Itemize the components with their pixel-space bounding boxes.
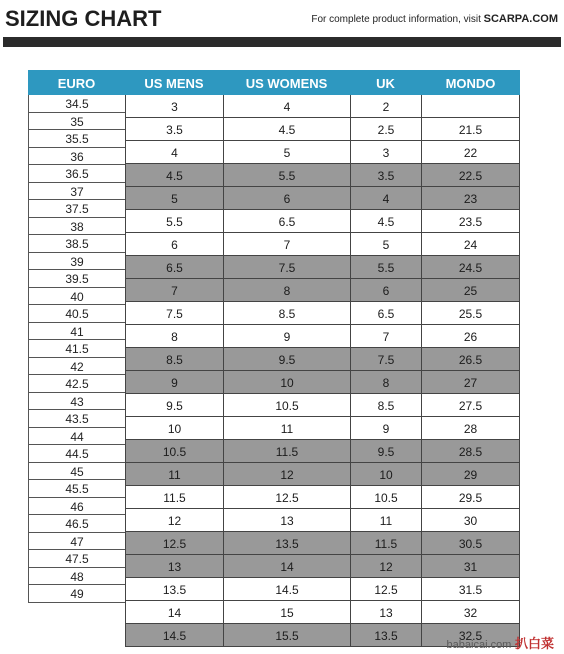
euro-cell: 47 — [28, 533, 125, 551]
euro-cell: 47.5 — [28, 550, 125, 568]
table-row — [125, 463, 520, 486]
euro-cell: 49 — [28, 585, 125, 603]
cell-us-womens: 13 — [223, 509, 350, 531]
cell-uk: 3.5 — [350, 164, 421, 186]
cell-us-mens: 5 — [125, 187, 223, 209]
table-row — [125, 279, 520, 302]
cell-mondo: 30.5 — [421, 532, 520, 554]
cell-us-womens: 15 — [223, 601, 350, 623]
euro-cell: 44.5 — [28, 445, 125, 463]
table-header — [28, 70, 520, 95]
euro-cell: 35 — [28, 113, 125, 131]
note-text: For complete product information, visit — [311, 14, 481, 25]
column-header-mondo: MONDO — [445, 76, 496, 91]
cell-mondo — [421, 95, 520, 117]
cell-us-womens: 5 — [223, 141, 350, 163]
cell-mondo: 32.5 — [421, 624, 520, 646]
cell-uk: 7 — [350, 325, 421, 347]
cell-us-mens: 10.5 — [125, 440, 223, 462]
euro-cell: 39.5 — [28, 270, 125, 288]
cell-us-mens: 7.5 — [125, 302, 223, 324]
site-link[interactable]: SCARPA.COM — [483, 13, 558, 25]
cell-uk: 7.5 — [350, 348, 421, 370]
euro-cell: 39 — [28, 253, 125, 271]
cell-uk: 2 — [350, 95, 421, 117]
cell-us-mens: 14 — [125, 601, 223, 623]
table-row — [125, 164, 520, 187]
cell-uk: 5.5 — [350, 256, 421, 278]
table-row — [125, 348, 520, 371]
table-row — [125, 141, 520, 164]
cell-uk: 13.5 — [350, 624, 421, 646]
column-header-us-womens: US WOMENS — [245, 76, 328, 91]
cell-us-mens: 3 — [125, 95, 223, 117]
cell-uk: 12 — [350, 555, 421, 577]
euro-cell: 36 — [28, 148, 125, 166]
cell-uk: 8.5 — [350, 394, 421, 416]
euro-cell: 43.5 — [28, 410, 125, 428]
cell-mondo: 31.5 — [421, 578, 520, 600]
euro-cell: 37 — [28, 183, 125, 201]
euro-cell: 41.5 — [28, 340, 125, 358]
cell-us-womens: 11.5 — [223, 440, 350, 462]
table-row — [125, 417, 520, 440]
cell-us-womens: 7 — [223, 233, 350, 255]
cell-mondo: 24 — [421, 233, 520, 255]
cell-mondo: 27 — [421, 371, 520, 393]
cell-us-mens: 9.5 — [125, 394, 223, 416]
cell-us-womens: 14.5 — [223, 578, 350, 600]
cell-mondo: 23 — [421, 187, 520, 209]
cell-mondo: 29 — [421, 463, 520, 485]
cell-us-womens: 6 — [223, 187, 350, 209]
cell-mondo: 26.5 — [421, 348, 520, 370]
table-row — [125, 509, 520, 532]
cell-us-womens: 12.5 — [223, 486, 350, 508]
cell-uk: 9 — [350, 417, 421, 439]
euro-cell: 37.5 — [28, 200, 125, 218]
table-row — [125, 302, 520, 325]
euro-cell: 44 — [28, 428, 125, 446]
cell-mondo: 22.5 — [421, 164, 520, 186]
table-row — [125, 440, 520, 463]
cell-mondo: 31 — [421, 555, 520, 577]
table-row — [125, 95, 520, 118]
column-header-uk: UK — [376, 76, 395, 91]
cell-uk: 4.5 — [350, 210, 421, 232]
cell-us-womens: 8.5 — [223, 302, 350, 324]
watermark-brand: 扒白菜 — [514, 636, 554, 651]
cell-us-mens: 5.5 — [125, 210, 223, 232]
cell-us-womens: 10.5 — [223, 394, 350, 416]
header-note — [311, 13, 558, 25]
table-row — [125, 601, 520, 624]
euro-cell: 38.5 — [28, 235, 125, 253]
cell-uk: 11.5 — [350, 532, 421, 554]
cell-uk: 12.5 — [350, 578, 421, 600]
cell-uk: 5 — [350, 233, 421, 255]
cell-mondo: 32 — [421, 601, 520, 623]
cell-us-mens: 3.5 — [125, 118, 223, 140]
cell-us-womens: 13.5 — [223, 532, 350, 554]
watermark-site: babaicai.com — [446, 639, 512, 651]
column-header-us-mens: US MENS — [144, 76, 204, 91]
cell-us-mens: 11 — [125, 463, 223, 485]
cell-mondo: 25 — [421, 279, 520, 301]
cell-us-womens: 8 — [223, 279, 350, 301]
cell-us-womens: 4.5 — [223, 118, 350, 140]
euro-cell: 42 — [28, 358, 125, 376]
cell-us-mens: 12 — [125, 509, 223, 531]
cell-mondo: 22 — [421, 141, 520, 163]
euro-cell: 38 — [28, 218, 125, 236]
table-row — [125, 118, 520, 141]
page-title: SIZING CHART — [5, 6, 162, 31]
table-row — [125, 371, 520, 394]
cell-mondo: 28 — [421, 417, 520, 439]
euro-column — [28, 95, 126, 603]
cell-uk: 9.5 — [350, 440, 421, 462]
cell-us-mens: 7 — [125, 279, 223, 301]
cell-us-womens: 5.5 — [223, 164, 350, 186]
cell-mondo: 28.5 — [421, 440, 520, 462]
cell-mondo: 24.5 — [421, 256, 520, 278]
cell-mondo: 21.5 — [421, 118, 520, 140]
cell-us-mens: 8.5 — [125, 348, 223, 370]
cell-us-womens: 15.5 — [223, 624, 350, 646]
euro-cell: 45 — [28, 463, 125, 481]
euro-cell: 36.5 — [28, 165, 125, 183]
cell-us-mens: 8 — [125, 325, 223, 347]
cell-us-womens: 9 — [223, 325, 350, 347]
euro-cell: 43 — [28, 393, 125, 411]
euro-cell: 46 — [28, 498, 125, 516]
cell-us-mens: 13 — [125, 555, 223, 577]
table-row — [125, 532, 520, 555]
cell-us-womens: 11 — [223, 417, 350, 439]
column-header-euro: EURO — [57, 76, 96, 91]
cell-mondo: 27.5 — [421, 394, 520, 416]
cell-us-mens: 6 — [125, 233, 223, 255]
cell-us-mens: 9 — [125, 371, 223, 393]
cell-us-womens: 7.5 — [223, 256, 350, 278]
euro-cell: 35.5 — [28, 130, 125, 148]
cell-us-mens: 10 — [125, 417, 223, 439]
table-row — [125, 210, 520, 233]
cell-us-womens: 10 — [223, 371, 350, 393]
cell-mondo: 23.5 — [421, 210, 520, 232]
euro-cell: 40.5 — [28, 305, 125, 323]
euro-cell: 42.5 — [28, 375, 125, 393]
table-row — [125, 555, 520, 578]
cell-uk: 6 — [350, 279, 421, 301]
cell-us-womens: 6.5 — [223, 210, 350, 232]
euro-cell: 46.5 — [28, 515, 125, 533]
cell-us-mens: 11.5 — [125, 486, 223, 508]
cell-us-womens: 14 — [223, 555, 350, 577]
cell-uk: 10 — [350, 463, 421, 485]
cell-mondo: 26 — [421, 325, 520, 347]
cell-uk: 3 — [350, 141, 421, 163]
watermark — [447, 633, 554, 652]
table-row — [125, 233, 520, 256]
cell-us-mens: 4.5 — [125, 164, 223, 186]
euro-cell: 45.5 — [28, 480, 125, 498]
table-row — [125, 256, 520, 279]
cell-uk: 10.5 — [350, 486, 421, 508]
table-row — [125, 187, 520, 210]
euro-cell: 48 — [28, 568, 125, 586]
cell-us-mens: 13.5 — [125, 578, 223, 600]
cell-us-womens: 12 — [223, 463, 350, 485]
euro-cell: 41 — [28, 323, 125, 341]
size-rows — [125, 95, 520, 647]
cell-mondo: 30 — [421, 509, 520, 531]
cell-mondo: 29.5 — [421, 486, 520, 508]
cell-mondo: 25.5 — [421, 302, 520, 324]
table-row — [125, 486, 520, 509]
cell-uk: 11 — [350, 509, 421, 531]
cell-uk: 8 — [350, 371, 421, 393]
cell-us-womens: 4 — [223, 95, 350, 117]
euro-cell: 34.5 — [28, 95, 125, 113]
cell-uk: 13 — [350, 601, 421, 623]
table-row — [125, 394, 520, 417]
cell-us-womens: 9.5 — [223, 348, 350, 370]
cell-uk: 4 — [350, 187, 421, 209]
cell-uk: 6.5 — [350, 302, 421, 324]
euro-cell: 40 — [28, 288, 125, 306]
cell-us-mens: 4 — [125, 141, 223, 163]
table-row — [125, 578, 520, 601]
table-row — [125, 325, 520, 348]
cell-us-mens: 14.5 — [125, 624, 223, 646]
cell-us-mens: 6.5 — [125, 256, 223, 278]
header-divider — [3, 37, 561, 47]
cell-us-mens: 12.5 — [125, 532, 223, 554]
cell-uk: 2.5 — [350, 118, 421, 140]
